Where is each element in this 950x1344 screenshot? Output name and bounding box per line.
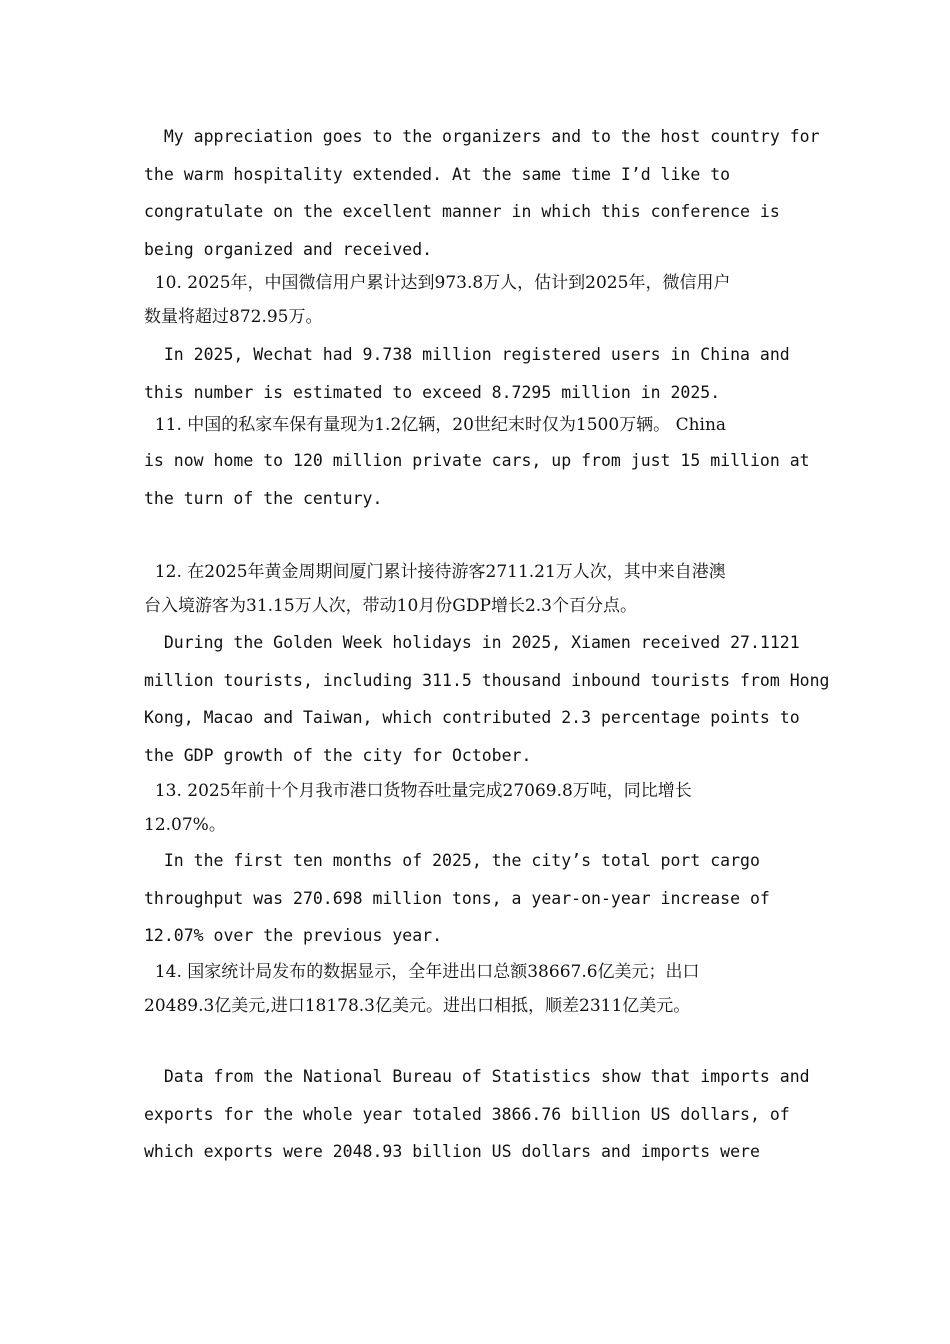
text-line: exports for the whole year totaled 3866.76 billion US dollars, of [144, 1104, 790, 1124]
text-line: the warm hospitality extended. At the same time I’d like to [144, 164, 731, 184]
text-line: During the Golden Week holidays in 2025, Xiamen received 27.1121 [144, 633, 800, 652]
text-line: Kong, Macao and Taiwan, which contributed 2.3 percentage points to [144, 708, 800, 727]
text-line: the GDP growth of the city for October. [144, 745, 532, 765]
paragraph-item-10-english [144, 336, 808, 411]
text-line: 数量将超过872.95万。 [144, 307, 323, 327]
paragraph-appreciation [144, 118, 820, 268]
paragraph-item-13-english [144, 842, 808, 955]
paragraph-item-14-chinese [144, 955, 808, 1023]
text-line: 13. 2025年前十个月我市港口货物吞吐量完成27069.8万吨，同比增长 [144, 781, 692, 801]
text-line: 12.07%。 [144, 815, 226, 835]
paragraph-item-13-chinese [144, 774, 808, 842]
text-line: 12. 在2025年黄金周期间厦门累计接待游客2711.21万人次，其中来自港澳 [144, 562, 726, 582]
text-line: 20489.3亿美元,进口18178.3亿美元。进出口相抵，顺差2311亿美元。 [144, 996, 691, 1016]
paragraph-item-10-chinese [144, 266, 808, 334]
paragraph-item-14-english [144, 1058, 808, 1171]
text-line: million tourists, including 311.5 thousand inbound tourists from Hong [144, 670, 830, 690]
text-line: 11. 中国的私家车保有量现为1.2亿辆，20世纪末时仅为1500万辆。 China [144, 415, 727, 435]
paragraph-item-12-english [144, 624, 830, 774]
text-line: throughput was 270.698 million tons, a year-on-year increase of [144, 888, 770, 908]
text-line: In the first ten months of 2025, the city’s total port cargo [144, 851, 760, 870]
paragraph-item-12-chinese [144, 555, 808, 623]
text-line: 14. 国家统计局发布的数据显示，全年进出口总额38667.6亿美元；出口 [144, 962, 700, 982]
text-line: My appreciation goes to the organizers and to the host country for [144, 127, 820, 146]
text-line: 台入境游客为31.15万人次，带动10月份GDP增长2.3个百分点。 [144, 596, 637, 616]
paragraph-item-11 [144, 408, 808, 517]
text-line: Data from the National Bureau of Statistics show that imports and [144, 1067, 810, 1086]
text-line: this number is estimated to exceed 8.7295 million in 2025. [144, 382, 721, 402]
text-line: 10. 2025年，中国微信用户累计达到973.8万人，估计到2025年，微信用户 [144, 273, 731, 293]
text-line: is now home to 120 million private cars, up from just 15 million at [144, 451, 810, 470]
text-line: 12.07% over the previous year. [144, 926, 443, 945]
text-line: In 2025, Wechat had 9.738 million registered users in China and [144, 345, 790, 364]
text-line: congratulate on the excellent manner in which this conference is [144, 202, 780, 221]
text-line: being organized and received. [144, 239, 433, 259]
text-line: which exports were 2048.93 billion US dollars and imports were [144, 1142, 760, 1161]
text-line: the turn of the century. [144, 488, 383, 508]
